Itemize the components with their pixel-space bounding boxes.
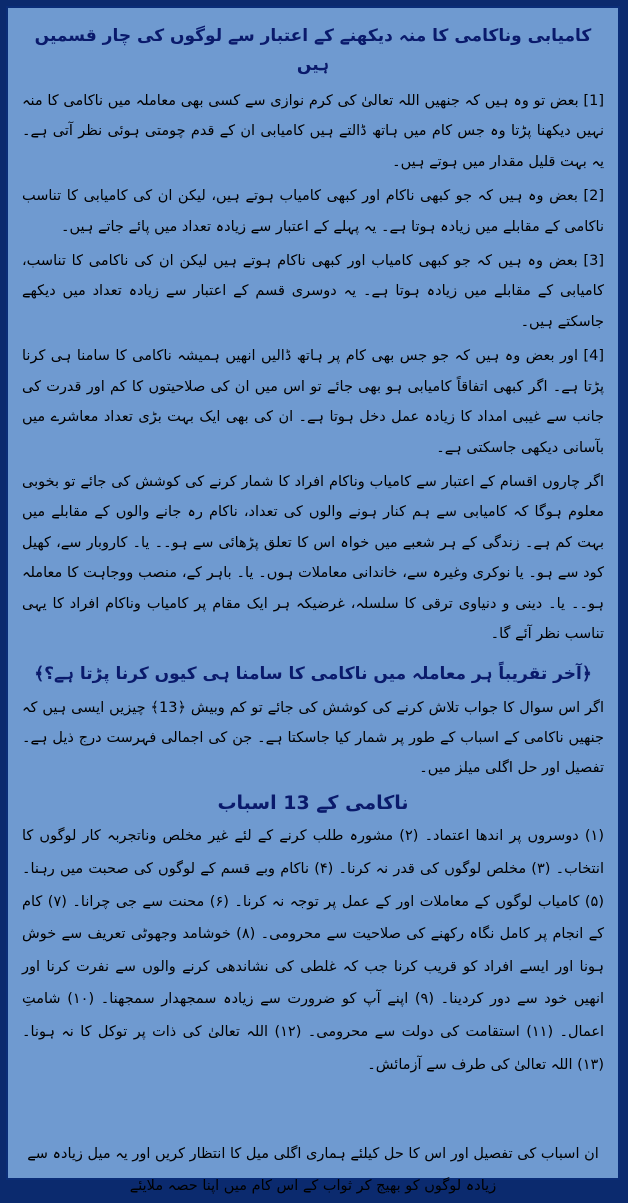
question-heading: ﴿آخر تقریباً ہر معاملہ میں ناکامی کا سامنا ہی کیوں کرنا پڑتا ہے؟﴾: [34, 663, 592, 684]
type-3-paragraph: [3] بعض وہ ہیں کہ جو کبھی کامیاب اور کبھی ناکام ہوتے ہیں لیکن ان کی ناکامی کا تناسب، کامیابی کے مقابلے میں زیادہ ہوتا ہے۔ یہ دوسری قسم کے اعتبار سے زیادہ تعداد میں دیکھے جاسکتے ہیں۔: [22, 252, 604, 330]
reason-item: (۱۰) شامتِ اعمال۔: [22, 991, 605, 1040]
reasons-list: [22, 820, 604, 1081]
summary-paragraph: اگر چاروں اقسام کے اعتبار سے کامیاب وناکام افراد کا شمار کرنے کی کوشش کی جائے تو بخوبی معلوم ہوگا کہ کامیابی سے ہم کنار ہونے والوں کی تعداد، ناکام رہ جانے والوں کے مقابلے میں بہت کم ہے۔ زندگی کے ہر شعبے میں خواہ اس کا تعلق پڑھائی سے ہو۔۔ یا۔ کاروبار سے، کھیل کود سے ہو۔ یا نوکری وغیرہ سے، خاندانی معاملات ہوں۔ یا۔ باہر کے، منصب ووجاہت کا معاملہ ہو۔۔ یا۔ دینی و دنیاوی ترقی کا سلسلہ، غرضیکہ ہر ایک مقام پر کامیاب وناکام افراد کا یہی تناسب نظر آئے گا۔: [22, 474, 604, 643]
reason-item: (۱۲) اللہ تعالیٰ کی ذات پر توکل کا نہ ہونا۔: [22, 1024, 302, 1040]
reason-item: (۵) کامیاب لوگوں کے معاملات اور کے عمل پر توجہ نہ کرنا۔: [234, 893, 604, 910]
footer-note: ان اسباب کی تفصیل اور اس کا حل کیلئے ہماری اگلی میل کا انتظار کریں اور یہ میل زیادہ سے زیادہ لوگوں کو بھیج کر ثواب کے اس کام میں اپنا حصہ ملایئے: [27, 1146, 599, 1195]
reason-item: (۱۳) اللہ تعالیٰ کی طرف سے آزمائش۔: [367, 1056, 604, 1073]
reason-item: (۷) کام کے انجام پر کامل نگاہ رکھنے کی صلاحیت سے محرومی۔: [22, 893, 604, 943]
answer-paragraph: اگر اس سوال کا جواب تلاش کرنے کی کوشش کی جائے تو کم وبیش ﴿13﴾ چیزیں ایسی ہیں کہ جنھیں ناکامی کے اسباب کے طور پر شمار کیا جاسکتا ہے۔ جن کی اجمالی فہرست درج ذیل ہے۔ تفصیل اور حل اگلی میلز میں۔: [22, 699, 604, 777]
reason-item: (۲) مشورہ طلب کرنے کے لئے غیر مخلص وناتجربہ کار لوگوں کا انتخاب۔: [22, 828, 604, 877]
article-body: [8, 8, 618, 1203]
article-title: کامیابی وناکامی کا منہ دیکھنے کے اعتبار سے لوگوں کی چار قسمیں ہیں: [34, 26, 592, 75]
reason-item: (۱۱) استقامت کی دولت سے محرومی۔: [307, 1024, 554, 1040]
reason-item: (۳) مخلص لوگوں کی قدر نہ کرنا۔: [338, 860, 551, 877]
type-2-paragraph: [2] بعض وہ ہیں کہ جو کبھی ناکام اور کبھی کامیاب ہوتے ہیں، لیکن ان کی کامیابی کا تناسب ناکامی کے مقابلے میں زیادہ ہوتا ہے۔ یہ پہلے کے اعتبار سے زیادہ تعداد میں پائے جاتے ہیں۔: [22, 188, 604, 235]
reasons-heading: ناکامی کے 13 اسباب: [217, 791, 409, 814]
reason-item: (۶) محنت سے جی چرانا۔: [72, 893, 229, 910]
type-1-paragraph: [1] بعض تو وہ ہیں کہ جنھیں اللہ تعالیٰ کی کرم نوازی سے کسی بھی معاملہ میں ناکامی کا منہ نہیں دیکھنا پڑتا وہ جس کام میں ہاتھ ڈالتے ہیں کامیابی ان کے قدم چومتی ہوئی نظر آتی ہے۔ یہ بہت قلیل مقدار میں ہوتے ہیں۔: [22, 92, 604, 170]
reason-item: (۸) خوشامد وجھوٹی تعریف سے خوش ہونا اور ایسے افراد کو قریب کرنا جب کہ غلطی کی نشاندھی کرنے والوں سے نفرت کرنا اور انھیں خود سے دور کردینا۔: [22, 926, 605, 1008]
reason-item: (۹) اپنے آپ کو ضرورت سے زیادہ سمجھدار سمجھنا۔: [100, 991, 434, 1008]
type-4-paragraph: [4] اور بعض وہ ہیں کہ جو جس بھی کام پر ہاتھ ڈالیں انھیں ہمیشہ ناکامی کا سامنا ہی کرنا پڑتا ہے۔ اگر کبھی اتفاقاً کامیابی ہو بھی جائے تو اس میں ان کی صلاحیتوں کا کم اور قدرت کی جانب سے غیبی امداد کا زیادہ عمل دخل ہوتا ہے۔ ان کی بھی ایک بہت بڑی تعداد معاشرے میں بآسانی دیکھی جاسکتی ہے۔: [22, 348, 604, 456]
article-panel: [6, 6, 620, 1195]
reason-item: (۴) ناکام وبے قسم کے لوگوں کی صحبت میں رہنا۔: [22, 860, 334, 877]
reason-item: (۱) دوسروں پر اندھا اعتماد۔: [424, 828, 604, 845]
